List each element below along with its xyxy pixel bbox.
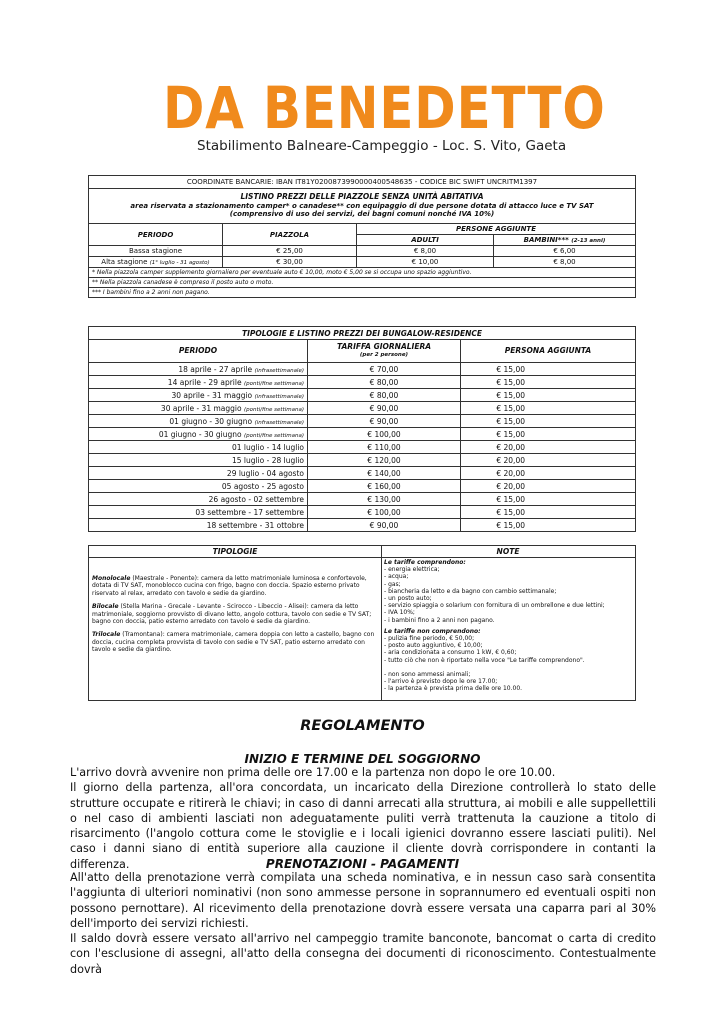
paragraph: All'atto della prenotazione verrà compilata una scheda nominativa, e in nessun caso sarà consentita l'aggiunta di ulteriori nominativi (non sono ammesse persone in soprannumero ed eventuali ospiti non possono pernottare). Al ricevimento della prenotazione dovrà essere versata una caparra pari al 30% dell'importo dei servizi richiesti.	[70, 871, 656, 930]
bungalow-extra-rate: € 15,00	[461, 493, 636, 506]
bungalow-row	[89, 415, 636, 428]
bank-coordinates: COORDINATE BANCARIE: IBAN IT81Y0200873990000400548635 - CODICE BIC SWIFT UNCRITM1397	[89, 176, 636, 189]
col-header-period: PERIODO	[89, 224, 223, 246]
paragraph: Il saldo dovrà essere versato all'arrivo nel campeggio tramite banconote, bancomat o carta di credito con l'esclusione di assegni, all'atto della consegna dei documenti di riconoscimento. Contestualmente dovrà	[70, 932, 656, 976]
types-column	[89, 546, 382, 700]
excluded-item: - l'arrivo è previsto dopo le ore 17.00;	[384, 678, 498, 686]
bungalow-rate: € 80,00	[308, 376, 461, 389]
bungalow-extra-rate: € 15,00	[461, 376, 636, 389]
excluded-item: - pulizia fine periodo, € 50,00;	[384, 635, 475, 643]
included-item: - un posto auto;	[384, 595, 432, 603]
bungalow-extra-rate: € 15,00	[461, 415, 636, 428]
bungalow-period: 30 aprile - 31 maggio (infrasettimanale)	[89, 389, 308, 402]
pitch-price-table	[88, 175, 636, 298]
logo-subtitle: Stabilimento Balneare-Campeggio - Loc. S. Vito, Gaeta	[197, 138, 567, 154]
col-header-pitch: PIAZZOLA	[223, 224, 357, 246]
bungalow-price-table	[88, 326, 636, 532]
bungalow-extra-rate: € 15,00	[461, 519, 636, 532]
excluded-item: - la partenza è prevista prima delle ore 10.00.	[384, 685, 523, 693]
bungalow-row	[89, 467, 636, 480]
bungalow-period: 01 luglio - 14 luglio	[89, 441, 308, 454]
col-header-types: TIPOLOGIE	[89, 546, 381, 558]
included-item: - energia elettrica;	[384, 566, 440, 574]
pitch-price: € 25,00	[223, 246, 357, 257]
pitch-price: € 30,00	[223, 257, 357, 268]
pitch-table-subtitle-2: (comprensivo di uso dei servizi, dei bagni comuni nonché IVA 10%)	[229, 210, 495, 219]
bungalow-extra-rate: € 15,00	[461, 402, 636, 415]
pitch-period: Bassa stagione	[89, 246, 223, 257]
bungalow-rate: € 120,00	[308, 454, 461, 467]
bungalow-row	[89, 519, 636, 532]
paragraph: Il giorno della partenza, all'ora concordata, un incaricato della Direzione controllerà lo stato delle strutture occupate e ritirerà le chiavi; in caso di danni arrecati alla struttura, ai mobili e alle suppellettili o nel caso di ambienti lasciati non adeguatamente puliti verrà trattenuta la cauzione a titolo di risarcimento (l'angolo cottura come le stoviglie e i locali igienici dovranno essere lasciati puliti). Nel caso i danni siano di entità superiore alla cauzione il cliente dovrà corrispondere in contanti la differenza.	[70, 781, 656, 871]
bungalow-rate: € 90,00	[308, 415, 461, 428]
pitch-children-price: € 6,00	[494, 246, 636, 257]
bungalow-row	[89, 441, 636, 454]
pitch-note: ** Nella piazzola canadese è compreso il posto auto o moto.	[89, 278, 636, 288]
bungalow-details	[88, 545, 636, 701]
bungalow-extra-rate: € 20,00	[461, 441, 636, 454]
bungalow-period: 14 aprile - 29 aprile (ponti/fine settimana)	[89, 376, 308, 389]
included-item: - acqua;	[384, 573, 409, 581]
excluded-item: - tutto ciò che non è riportato nella voce "Le tariffe comprendono".	[384, 656, 585, 664]
bungalow-rate: € 100,00	[308, 506, 461, 519]
bungalow-period: 29 luglio - 04 agosto	[89, 467, 308, 480]
bungalow-period: 01 giugno - 30 giugno (ponti/fine settimana)	[89, 428, 308, 441]
excluded-item: - aria condizionata a consumo 1 kW, € 0,60;	[384, 649, 517, 657]
bungalow-rate: € 90,00	[308, 402, 461, 415]
pitch-table-subtitle-1: area riservata a stazionamento camper* o canadese** con equipaggio di due persone dotata di attacco luce e TV SAT	[130, 201, 594, 210]
logo-text: DA BENEDETTO	[163, 74, 606, 142]
notes-column	[381, 546, 635, 700]
bungalow-row	[89, 428, 636, 441]
bungalow-row	[89, 402, 636, 415]
bungalow-rate: € 160,00	[308, 480, 461, 493]
pitch-row	[89, 246, 636, 257]
pitch-row	[89, 257, 636, 268]
bungalow-period: 26 agosto - 02 settembre	[89, 493, 308, 506]
notes-list	[381, 558, 635, 693]
excluded-label: Le tariffe non comprendono:	[384, 627, 481, 635]
types-list	[89, 558, 381, 654]
bungalow-rate: € 110,00	[308, 441, 461, 454]
bungalow-row	[89, 493, 636, 506]
pitch-note: *** I bambini fino a 2 anni non pagano.	[89, 288, 636, 298]
type-item: Trilocale (Tramontana): camera matrimoniale, camera doppia con letto a castello, bagno con doccia, cucina completa provvista di tavolo con sedie e TV SAT, patio esterno arredato con tavolo e sedie da giardino.	[92, 631, 375, 654]
bungalow-extra-rate: € 15,00	[461, 506, 636, 519]
col-header-extra-persons: PERSONE AGGIUNTE	[357, 224, 636, 235]
bungalow-rate: € 130,00	[308, 493, 461, 506]
pitch-table-heading	[89, 189, 636, 224]
bungalow-period: 30 aprile - 31 maggio (ponti/fine settimana)	[89, 402, 308, 415]
included-item: - servizio spiaggia o solarium con fornitura di un ombrellone e due lettini;	[384, 602, 605, 610]
bungalow-rate: € 90,00	[308, 519, 461, 532]
bungalow-table-title: TIPOLOGIE E LISTINO PREZZI DEI BUNGALOW-RESIDENCE	[89, 327, 636, 340]
included-item: - IVA 10%;	[384, 609, 415, 617]
excluded-item	[384, 664, 632, 671]
bungalow-row	[89, 389, 636, 402]
included-label: Le tariffe comprendono:	[384, 559, 466, 566]
pitch-period: Alta stagione (1° luglio - 31 agosto)	[89, 257, 223, 268]
bungalow-period: 05 agosto - 25 agosto	[89, 480, 308, 493]
bungalow-rate: € 70,00	[308, 363, 461, 376]
bungalow-extra-rate: € 15,00	[461, 428, 636, 441]
col-header-daily-rate: TARIFFA GIORNALIERA (per 2 persone)	[308, 340, 461, 363]
bungalow-extra-rate: € 20,00	[461, 480, 636, 493]
logo	[155, 74, 606, 160]
col-header-extra-person: PERSONA AGGIUNTA	[461, 340, 636, 363]
bungalow-period: 18 aprile - 27 aprile (infrasettimanale)	[89, 363, 308, 376]
pitch-note: * Nella piazzola camper supplemento giornaliero per eventuale auto € 10,00, moto € 5,00 se si occupa uno spazio aggiuntivo.	[89, 268, 636, 278]
section-title-booking: PRENOTAZIONI - PAGAMENTI	[265, 857, 460, 871]
bungalow-rate: € 80,00	[308, 389, 461, 402]
included-item: - i bambini fino a 2 anni non pagano.	[384, 616, 495, 624]
bungalow-row	[89, 376, 636, 389]
bungalow-period: 01 giugno - 30 giugno (infrasettimanale)	[89, 415, 308, 428]
pitch-table-title: LISTINO PREZZI DELLE PIAZZOLE SENZA UNITÀ ABITATIVA	[240, 192, 484, 202]
type-item: Bilocale (Stella Marina - Grecale - Levante - Scirocco - Libeccio - Alisei): camera da letto matrimoniale, soggiorno provvisto di divano letto, angolo cottura, tavolo con sedie e TV SAT; bagno con doccia, patio esterno arredato con tavolo e sedie da giardino.	[92, 603, 372, 626]
section-booking-body	[70, 870, 656, 977]
col-header-notes: NOTE	[381, 546, 635, 558]
bungalow-row	[89, 480, 636, 493]
pitch-adults-price: € 10,00	[357, 257, 494, 268]
bungalow-rate: € 140,00	[308, 467, 461, 480]
bungalow-period: 15 luglio - 28 luglio	[89, 454, 308, 467]
bungalow-period: 03 settembre - 17 settembre	[89, 506, 308, 519]
bungalow-extra-rate: € 20,00	[461, 467, 636, 480]
excluded-item: - non sono ammessi animali;	[384, 670, 471, 678]
col-header-period: PERIODO	[89, 340, 308, 363]
included-item: - gas;	[384, 580, 401, 588]
rules-title: REGOLAMENTO	[300, 718, 425, 734]
pitch-adults-price: € 8,00	[357, 246, 494, 257]
bungalow-extra-rate: € 15,00	[461, 389, 636, 402]
bungalow-extra-rate: € 20,00	[461, 454, 636, 467]
paragraph: L'arrivo dovrà avvenire non prima delle ore 17.00 e la partenza non dopo le ore 10.00.	[70, 766, 556, 779]
type-item: Monolocale (Maestrale - Ponente): camera da letto matrimoniale luminosa e confortevole, dotata di TV SAT, monoblocco cucina con frigo, bagno con doccia. Spazio esterno privato riservato al relax, arredato con tavolo e sedie da giardino.	[92, 575, 367, 597]
bungalow-rate: € 100,00	[308, 428, 461, 441]
bungalow-row	[89, 454, 636, 467]
bungalow-row	[89, 506, 636, 519]
col-header-children: BAMBINI*** (2-13 anni)	[494, 235, 636, 246]
col-header-adults: ADULTI	[357, 235, 494, 246]
bungalow-row	[89, 363, 636, 376]
section-title-stay: INIZIO E TERMINE DEL SOGGIORNO	[244, 752, 481, 766]
bungalow-extra-rate: € 15,00	[461, 363, 636, 376]
excluded-item: - posto auto aggiuntivo, € 10,00;	[384, 642, 483, 650]
included-item: - biancheria da letto e da bagno con cambio settimanale;	[384, 587, 557, 595]
pitch-children-price: € 8,00	[494, 257, 636, 268]
bungalow-period: 18 settembre - 31 ottobre	[89, 519, 308, 532]
